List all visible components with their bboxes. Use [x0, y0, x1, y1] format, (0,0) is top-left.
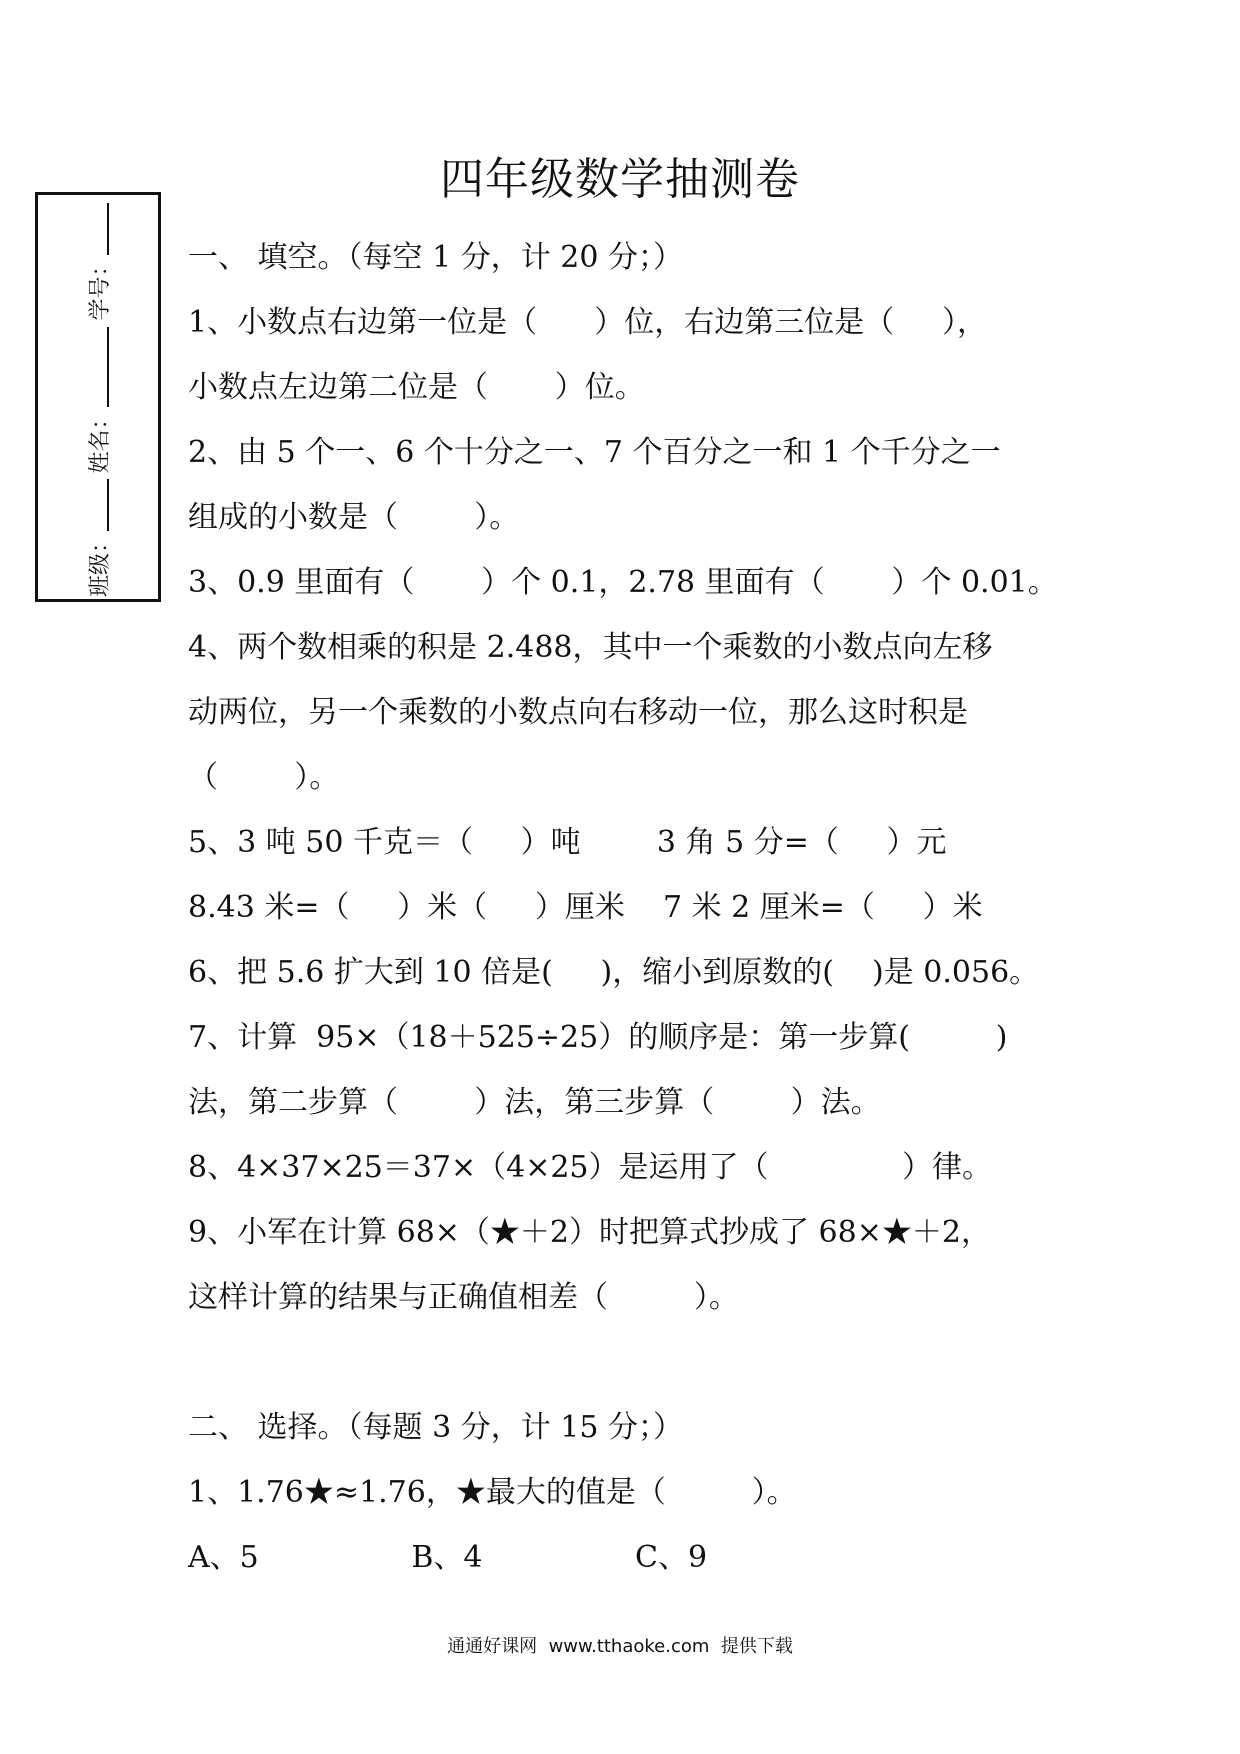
class-label: 班级： — [87, 530, 113, 597]
id-field[interactable] — [87, 203, 109, 255]
class-field[interactable] — [87, 479, 109, 531]
question-line: 动两位，另一个乘数的小数点向右移动一位，那么这时积是 — [188, 695, 968, 730]
id-label: 学号： — [87, 254, 113, 321]
question-line: 1、1.76★≈1.76，★最大的值是（ ）。 — [188, 1475, 797, 1510]
student-info-fields — [78, 197, 118, 597]
question-line: 6、把 5.6 扩大到 10 倍是( )，缩小到原数的( )是 0.056。 — [188, 955, 1040, 990]
question-line: 7、计算 95×（18＋525÷25）的顺序是：第一步算( ) — [188, 1020, 1008, 1055]
answer-options: A、5 B、4 C、9 — [188, 1540, 708, 1575]
section-2-heading: 二、 选择。（每题 3 分，计 15 分；） — [188, 1410, 683, 1445]
question-line: 小数点左边第二位是（ ）位。 — [188, 370, 645, 405]
question-line: 8.43 米=（ ）米（ ）厘米 7 米 2 厘米=（ ）米 — [188, 890, 983, 925]
question-line: 2、由 5 个一、6 个十分之一、7 个百分之一和 1 个千分之一 — [188, 435, 1001, 470]
footer-text: 通通好课网 www.tthaoke.com 提供下载 — [447, 1636, 793, 1657]
question-line: 5、3 吨 50 千克＝（ ）吨 3 角 5 分=（ ）元 — [188, 825, 947, 860]
question-line: 组成的小数是（ ）。 — [188, 500, 520, 535]
question-line: 1、小数点右边第一位是（ ）位，右边第三位是（ ）， — [188, 305, 987, 340]
section-1-heading: 一、 填空。（每空 1 分，计 20 分；） — [188, 240, 683, 275]
student-info-box — [35, 192, 161, 602]
name-field[interactable] — [87, 327, 109, 408]
exam-content — [188, 225, 1078, 1590]
name-label: 姓名： — [87, 407, 113, 474]
question-line: 法，第二步算（ ）法，第三步算（ ）法。 — [188, 1085, 881, 1120]
question-line: 3、0.9 里面有（ ）个 0.1，2.78 里面有（ ）个 0.01。 — [188, 565, 1058, 600]
question-line: 这样计算的结果与正确值相差（ ）。 — [188, 1280, 739, 1315]
question-line: 9、小军在计算 68×（★＋2）时把算式抄成了 68×★＋2， — [188, 1215, 991, 1250]
question-line: （ ）。 — [188, 760, 340, 795]
section-gap — [188, 1330, 1078, 1395]
question-line: 8、4×37×25＝37×（4×25）是运用了（ ）律。 — [188, 1150, 993, 1185]
page-title: 四年级数学抽测卷 — [440, 154, 800, 205]
question-line: 4、两个数相乘的积是 2.488，其中一个乘数的小数点向左移 — [188, 630, 993, 665]
